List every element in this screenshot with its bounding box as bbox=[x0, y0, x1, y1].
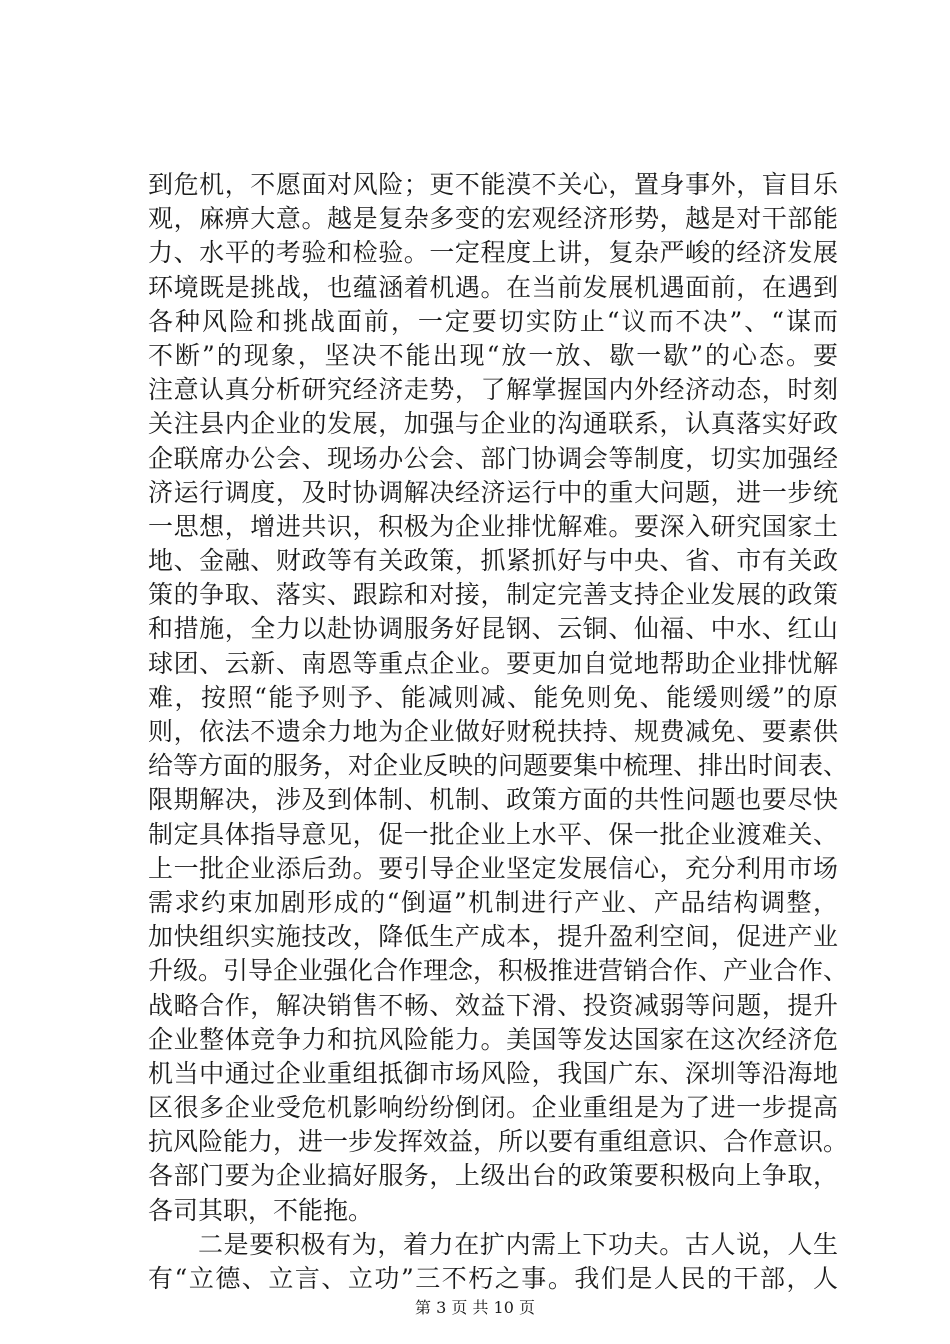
text-line: 有“立德、立言、立功”三不朽之事。我们是人民的干部，人 bbox=[148, 1264, 838, 1293]
text-line: 区很多企业受危机影响纷纷倒闭。企业重组是为了进一步提高 bbox=[148, 1093, 838, 1123]
text-line: 战略合作，解决销售不畅、效益下滑、投资减弱等问题，提升 bbox=[148, 990, 838, 1020]
text-line: 抗风险能力，进一步发挥效益，所以要有重组意识、合作意识。 bbox=[148, 1127, 849, 1157]
text-line: 力、水平的考验和检验。一定程度上讲，复杂严峻的经济发展 bbox=[148, 238, 838, 268]
text-line: 升级。引导企业强化合作理念，积极推进营销合作、产业合作、 bbox=[148, 956, 849, 986]
text-line: 不断”的现象，坚决不能出现“放一放、歇一歇”的心态。要 bbox=[148, 340, 838, 370]
text-line: 各种风险和挑战面前，一定要切实防止“议而不决”、“谋而 bbox=[148, 306, 838, 336]
text-line: 一思想，增进共识，积极为企业排忧解难。要深入研究国家土 bbox=[148, 511, 838, 541]
text-line: 环境既是挑战，也蕴涵着机遇。在当前发展机遇面前，在遇到 bbox=[148, 272, 838, 302]
text-line: 二是要积极有为，着力在扩内需上下功夫。古人说，人生 bbox=[198, 1229, 838, 1259]
text-line: 机当中通过企业重组抵御市场风险，我国广东、深圳等沿海地 bbox=[148, 1058, 838, 1088]
text-line: 注意认真分析研究经济走势，了解掌握国内外经济动态，时刻 bbox=[148, 375, 838, 405]
text-line: 制定具体指导意见，促一批企业上水平、保一批企业渡难关、 bbox=[148, 819, 838, 849]
text-line: 到危机，不愿面对风险；更不能漠不关心，置身事外，盲目乐 bbox=[148, 170, 838, 199]
text-line: 限期解决，涉及到体制、机制、政策方面的共性问题也要尽快 bbox=[148, 785, 838, 815]
text-line: 上一批企业添后劲。要引导企业坚定发展信心，充分利用市场 bbox=[148, 853, 838, 883]
text-line: 观，麻痹大意。越是复杂多变的宏观经济形势，越是对干部能 bbox=[148, 204, 838, 234]
text-line: 济运行调度，及时协调解决经济运行中的重大问题，进一步统 bbox=[148, 477, 838, 507]
page-number-footer: 第 3 页 共 10 页 bbox=[415, 1298, 535, 1317]
text-line: 企联席办公会、现场办公会、部门协调会等制度，切实加强经 bbox=[148, 443, 838, 473]
document-body bbox=[148, 168, 849, 1296]
text-line: 策的争取、落实、跟踪和对接，制定完善支持企业发展的政策 bbox=[148, 580, 838, 610]
text-line: 关注县内企业的发展，加强与企业的沟通联系，认真落实好政 bbox=[148, 409, 838, 439]
text-line: 和措施，全力以赴协调服务好昆钢、云铜、仙福、中水、红山 bbox=[148, 614, 838, 644]
paragraph-2 bbox=[148, 1228, 838, 1296]
text-line: 各司其职，不能拖。 bbox=[148, 1195, 374, 1225]
text-line: 加快组织实施技改，降低生产成本，提升盈利空间，促进产业 bbox=[148, 922, 838, 952]
text-line: 给等方面的服务，对企业反映的问题要集中梳理、排出时间表、 bbox=[148, 751, 849, 781]
text-line: 球团、云新、南恩等重点企业。要更加自觉地帮助企业排忧解 bbox=[148, 648, 838, 678]
text-line: 难，按照“能予则予、能减则减、能免则免、能缓则缓”的原 bbox=[148, 682, 838, 712]
text-line: 企业整体竞争力和抗风险能力。美国等发达国家在这次经济危 bbox=[148, 1024, 838, 1054]
text-line: 则，依法不遗余力地为企业做好财税扶持、规费减免、要素供 bbox=[148, 717, 838, 746]
text-line: 地、金融、财政等有关政策，抓紧抓好与中央、省、市有关政 bbox=[148, 546, 838, 576]
text-line: 需求约束加剧形成的“倒逼”机制进行产业、产品结构调整， bbox=[148, 887, 838, 917]
paragraph-1 bbox=[148, 168, 849, 1228]
text-line: 各部门要为企业搞好服务，上级出台的政策要积极向上争取， bbox=[148, 1161, 838, 1191]
